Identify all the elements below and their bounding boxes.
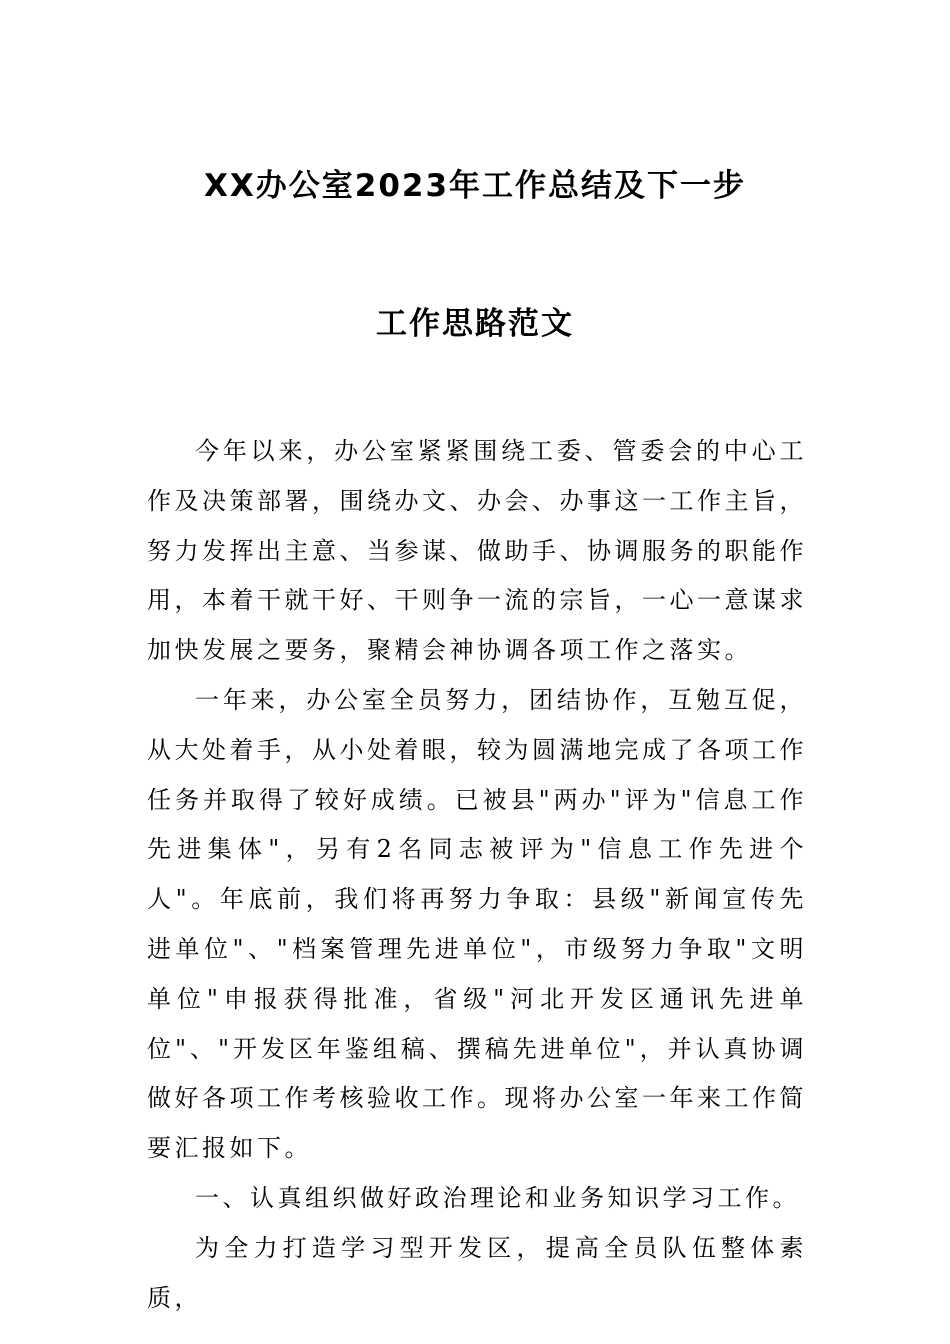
document-title-line-1: XX办公室2023年工作总结及下一步 (203, 168, 747, 204)
paragraph-intro: 今年以来，办公室紧紧围绕工委、管委会的中心工作及决策部署，围绕办文、办会、办事这一工作主旨，努力发挥出主意、当参谋、做助手、协调服务的职能作用，本着干就干好、干则争一流的宗旨，一心一意谋求加快发展之要务，聚精会神协调各项工作之落实。 (147, 437, 807, 665)
document-title-line-2: 工作思路范文 (376, 306, 574, 342)
section-heading-1: 一、认真组织做好政治理论和业务知识学习工作。 (195, 1183, 800, 1212)
paragraph-achievements: 一年来，办公室全员努力，团结协作，互勉互促，从大处着手，从小处着眼，较为圆满地完成了各项工作任务并取得了较好成绩。已被县"两办"评为"信息工作先进集体"，另有2名同志被评为"信息工作先进个人"。年底前，我们将再努力争取：县级"新闻宣传先进单位"、"档案管理先进单位"，市级努力争取"文明单位"申报获得批准，省级"河北开发区通讯先进单位"、"开发区年鉴组稿、撰稿先进单位"，并认真协调做好各项工作考核验收工作。现将办公室一年来工作简要汇报如下。 (147, 685, 807, 1163)
document-body (147, 427, 807, 1323)
paragraph-study: 为全力打造学习型开发区，提高全员队伍整体素质， (147, 1233, 807, 1312)
